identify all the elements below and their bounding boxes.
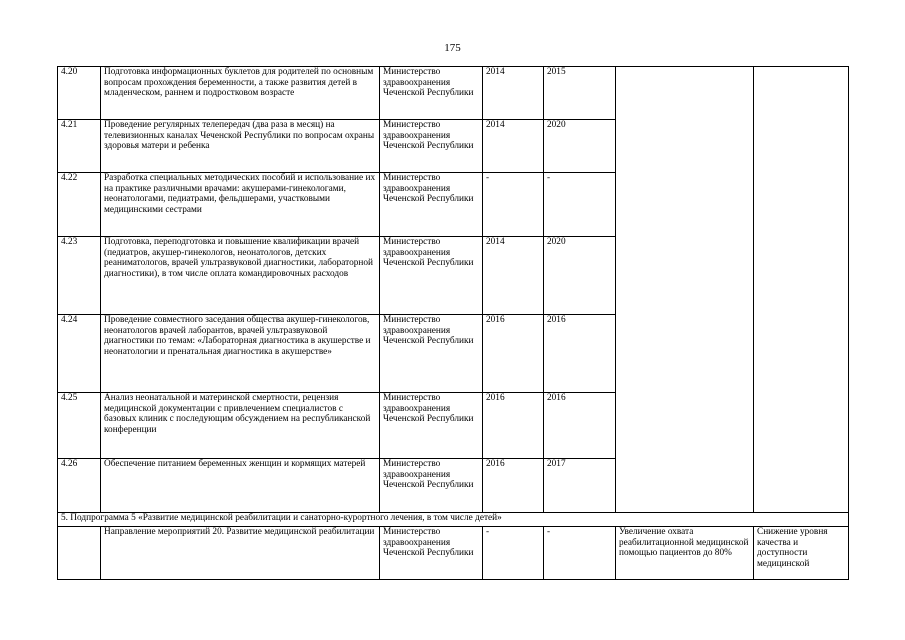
- measure-title: Подготовка информационных буклетов для родителей по основным вопросам прохождения беременности, а также развития детей в младенческом, раннем и подростковом возрасте: [101, 67, 380, 120]
- effect-cell: [754, 67, 849, 513]
- start-year: 2014: [483, 237, 544, 315]
- row-number: [58, 527, 101, 580]
- executor: Министерство здравоохранения Чеченской Республики: [380, 120, 483, 173]
- start-year: 2016: [483, 393, 544, 459]
- row-number: 4.20: [58, 67, 101, 120]
- executor: Министерство здравоохранения Чеченской Республики: [380, 315, 483, 393]
- start-year: 2014: [483, 67, 544, 120]
- measure-title: Анализ неонатальной и материнской смертности, рецензия медицинской документации с привлечением специалистов с базовых клиник с последующим обсуждением на республиканской конференции: [101, 393, 380, 459]
- measures-table: [57, 66, 849, 580]
- executor: Министерство здравоохранения Чеченской Республики: [380, 173, 483, 237]
- end-year: -: [544, 527, 616, 580]
- end-year: 2020: [544, 120, 616, 173]
- executor: Министерство здравоохранения Чеченской Республики: [380, 237, 483, 315]
- expected-result-cell: [616, 67, 754, 513]
- end-year: -: [544, 173, 616, 237]
- direction-title: Направление мероприятий 20. Развитие медицинской реабилитации: [101, 527, 380, 580]
- measure-title: Проведение регулярных телепередач (два раза в месяц) на телевизионных каналах Чеченской Республики по вопросам охраны здоровья матери и ребенка: [101, 120, 380, 173]
- start-year: 2016: [483, 459, 544, 513]
- table-row: [58, 67, 849, 120]
- page-number: 175: [444, 42, 461, 54]
- start-year: -: [483, 527, 544, 580]
- row-number: 4.21: [58, 120, 101, 173]
- end-year: 2017: [544, 459, 616, 513]
- executor: Министерство здравоохранения Чеченской Республики: [380, 459, 483, 513]
- end-year: 2016: [544, 315, 616, 393]
- row-number: 4.25: [58, 393, 101, 459]
- executor: Министерство здравоохранения Чеченской Республики: [380, 67, 483, 120]
- start-year: -: [483, 173, 544, 237]
- end-year: 2015: [544, 67, 616, 120]
- expected-result: Увеличение охвата реабилитационной медицинской помощью пациентов до 80%: [616, 527, 754, 580]
- measure-title: Разработка специальных методических пособий и использование их на практике различными врачами: акушерами-гинекологами, неонатологами, педиатрами, фельдшерами, участковыми медицинскими сестрами: [101, 173, 380, 237]
- end-year: 2016: [544, 393, 616, 459]
- direction-row: [58, 527, 849, 580]
- start-year: 2016: [483, 315, 544, 393]
- measure-title: Проведение совместного заседания общества акушер-гинекологов, неонатологов врачей лаборантов, врачей ультразвуковой диагностики по темам: «Лабораторная диагностика в акушерстве и неонатологии и пренатальная диагностика в акушерстве»: [101, 315, 380, 393]
- row-number: 4.23: [58, 237, 101, 315]
- end-year: 2020: [544, 237, 616, 315]
- start-year: 2014: [483, 120, 544, 173]
- row-number: 4.24: [58, 315, 101, 393]
- executor: Министерство здравоохранения Чеченской Республики: [380, 527, 483, 580]
- measure-title: Обеспечение питанием беременных женщин и кормящих матерей: [101, 459, 380, 513]
- row-number: 4.22: [58, 173, 101, 237]
- effect-of-non-implementation: Снижение уровня качества и доступности медицинской: [754, 527, 849, 580]
- row-number: 4.26: [58, 459, 101, 513]
- section-title: 5. Подпрограмма 5 «Развитие медицинской реабилитации и санаторно-курортного лечения, в том числе детей»: [58, 513, 849, 527]
- measure-title: Подготовка, переподготовка и повышение квалификации врачей (педиатров, акушер-гинекологов, неонатологов, детских реаниматологов, врачей ультразвуковой диагностики, лабораторной диагностики), в том числе оплата командировочных расходов: [101, 237, 380, 315]
- executor: Министерство здравоохранения Чеченской Республики: [380, 393, 483, 459]
- section-row: [58, 513, 849, 527]
